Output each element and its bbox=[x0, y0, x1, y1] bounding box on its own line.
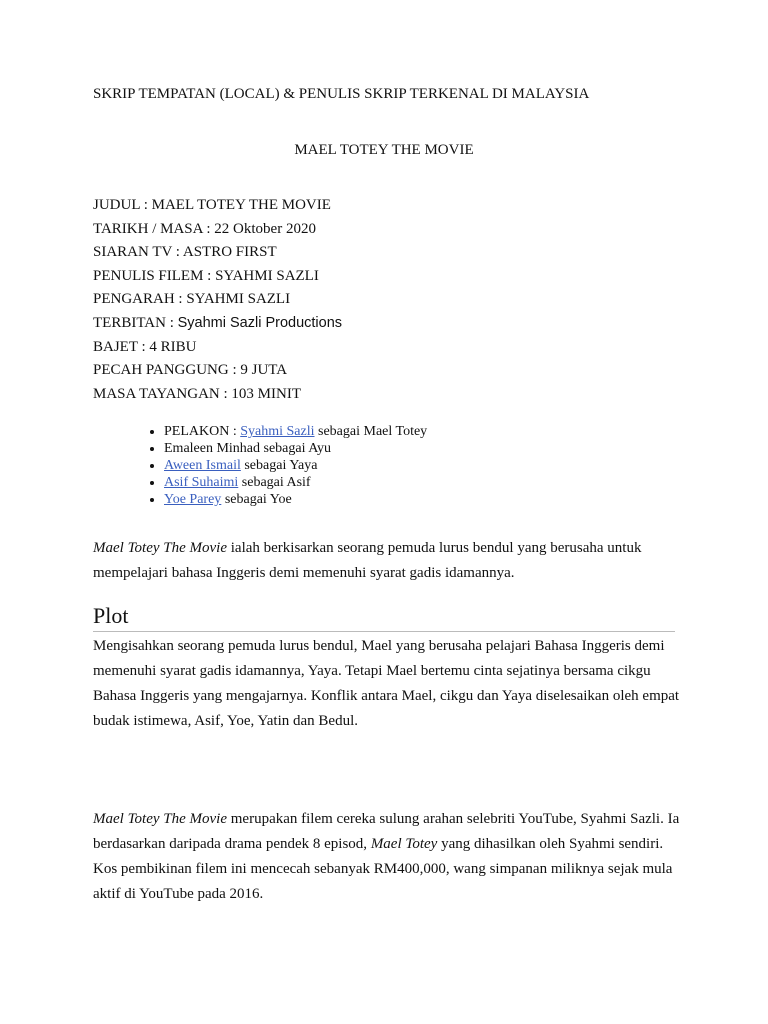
movie-title: MAEL TOTEY THE MOVIE bbox=[294, 142, 474, 158]
info-pecah-panggung: PECAH PANGGUNG : 9 JUTA bbox=[93, 362, 288, 379]
production-text-a: merupakan filem cereka sulung arahan selebriti YouTube, Syahmi Sazli. Ia berdasarkan daripada drama pendek 8 episod, bbox=[93, 811, 680, 852]
intro-paragraph bbox=[93, 536, 683, 586]
intro-text: ialah berkisarkan seorang pemuda lurus bendul yang berusaha untuk mempelajari bahasa Inggeris demi memenuhi syarat gadis idamannya. bbox=[93, 540, 642, 581]
info-penulis: PENULIS FILEM : SYAHMI SAZLI bbox=[93, 267, 319, 284]
production-title-italic: Mael Totey The Movie bbox=[93, 811, 227, 827]
info-terbitan-value: Syahmi Sazli Productions bbox=[177, 314, 343, 331]
cast-text: Emaleen Minhad sebagai Ayu bbox=[164, 441, 332, 456]
cast-label: PELAKON : bbox=[164, 424, 241, 439]
document-header: SKRIP TEMPATAN (LOCAL) & PENULIS SKRIP TERKENAL DI MALAYSIA bbox=[93, 86, 590, 102]
info-pengarah: PENGARAH : SYAHMI SAZLI bbox=[93, 291, 291, 308]
info-bajet: BAJET : 4 RIBU bbox=[93, 338, 197, 355]
cast-role: sebagai Asif bbox=[238, 475, 311, 490]
cast-link-syahmi-sazli[interactable]: Syahmi Sazli bbox=[240, 424, 315, 439]
cast-list bbox=[140, 423, 427, 508]
list-item bbox=[164, 491, 427, 508]
cast-role: sebagai Mael Totey bbox=[314, 424, 428, 439]
info-terbitan-label: TERBITAN : bbox=[93, 314, 178, 331]
info-terbitan bbox=[93, 312, 342, 336]
list-item bbox=[164, 423, 427, 440]
list-item bbox=[164, 474, 427, 491]
production-text-c: yang dihasilkan oleh Syahmi sendiri. Kos pembikinan filem ini mencecah sebanyak RM400,000, wang simpanan miliknya sejak mula aktif di YouTube pada 2016. bbox=[93, 836, 673, 902]
production-paragraph bbox=[93, 807, 683, 907]
movie-info-block bbox=[93, 194, 342, 406]
list-item bbox=[164, 440, 427, 457]
plot-heading: Plot bbox=[93, 602, 675, 632]
info-tarikh: TARIKH / MASA : 22 Oktober 2020 bbox=[93, 220, 316, 237]
intro-title-italic: Mael Totey The Movie bbox=[93, 540, 227, 556]
list-item bbox=[164, 457, 427, 474]
info-masa-tayangan: MASA TAYANGAN : 103 MINIT bbox=[93, 385, 301, 402]
info-siaran: SIARAN TV : ASTRO FIRST bbox=[93, 244, 277, 261]
cast-link-asif-suhaimi[interactable]: Asif Suhaimi bbox=[164, 475, 239, 490]
info-judul: JUDUL : MAEL TOTEY THE MOVIE bbox=[93, 197, 331, 213]
production-italic-mael-totey: Mael Totey bbox=[370, 836, 438, 852]
plot-paragraph: Mengisahkan seorang pemuda lurus bendul, Mael yang berusaha pelajari Bahasa Inggeris demi memenuhi syarat gadis idamannya, Yaya. Tetapi Mael bertemu cinta sejatinya bersama cikgu Bahasa Inggeris yang mengajarnya. Konflik antara Mael, cikgu dan Yaya diselesaikan oleh empat budak istimewa, Asif, Yoe, Yatin dan Bedul. bbox=[93, 638, 680, 729]
cast-link-aween-ismail[interactable]: Aween Ismail bbox=[164, 458, 241, 473]
cast-role: sebagai Yoe bbox=[221, 492, 292, 507]
cast-link-yoe-parey[interactable]: Yoe Parey bbox=[164, 492, 222, 507]
cast-role: sebagai Yaya bbox=[240, 458, 318, 473]
